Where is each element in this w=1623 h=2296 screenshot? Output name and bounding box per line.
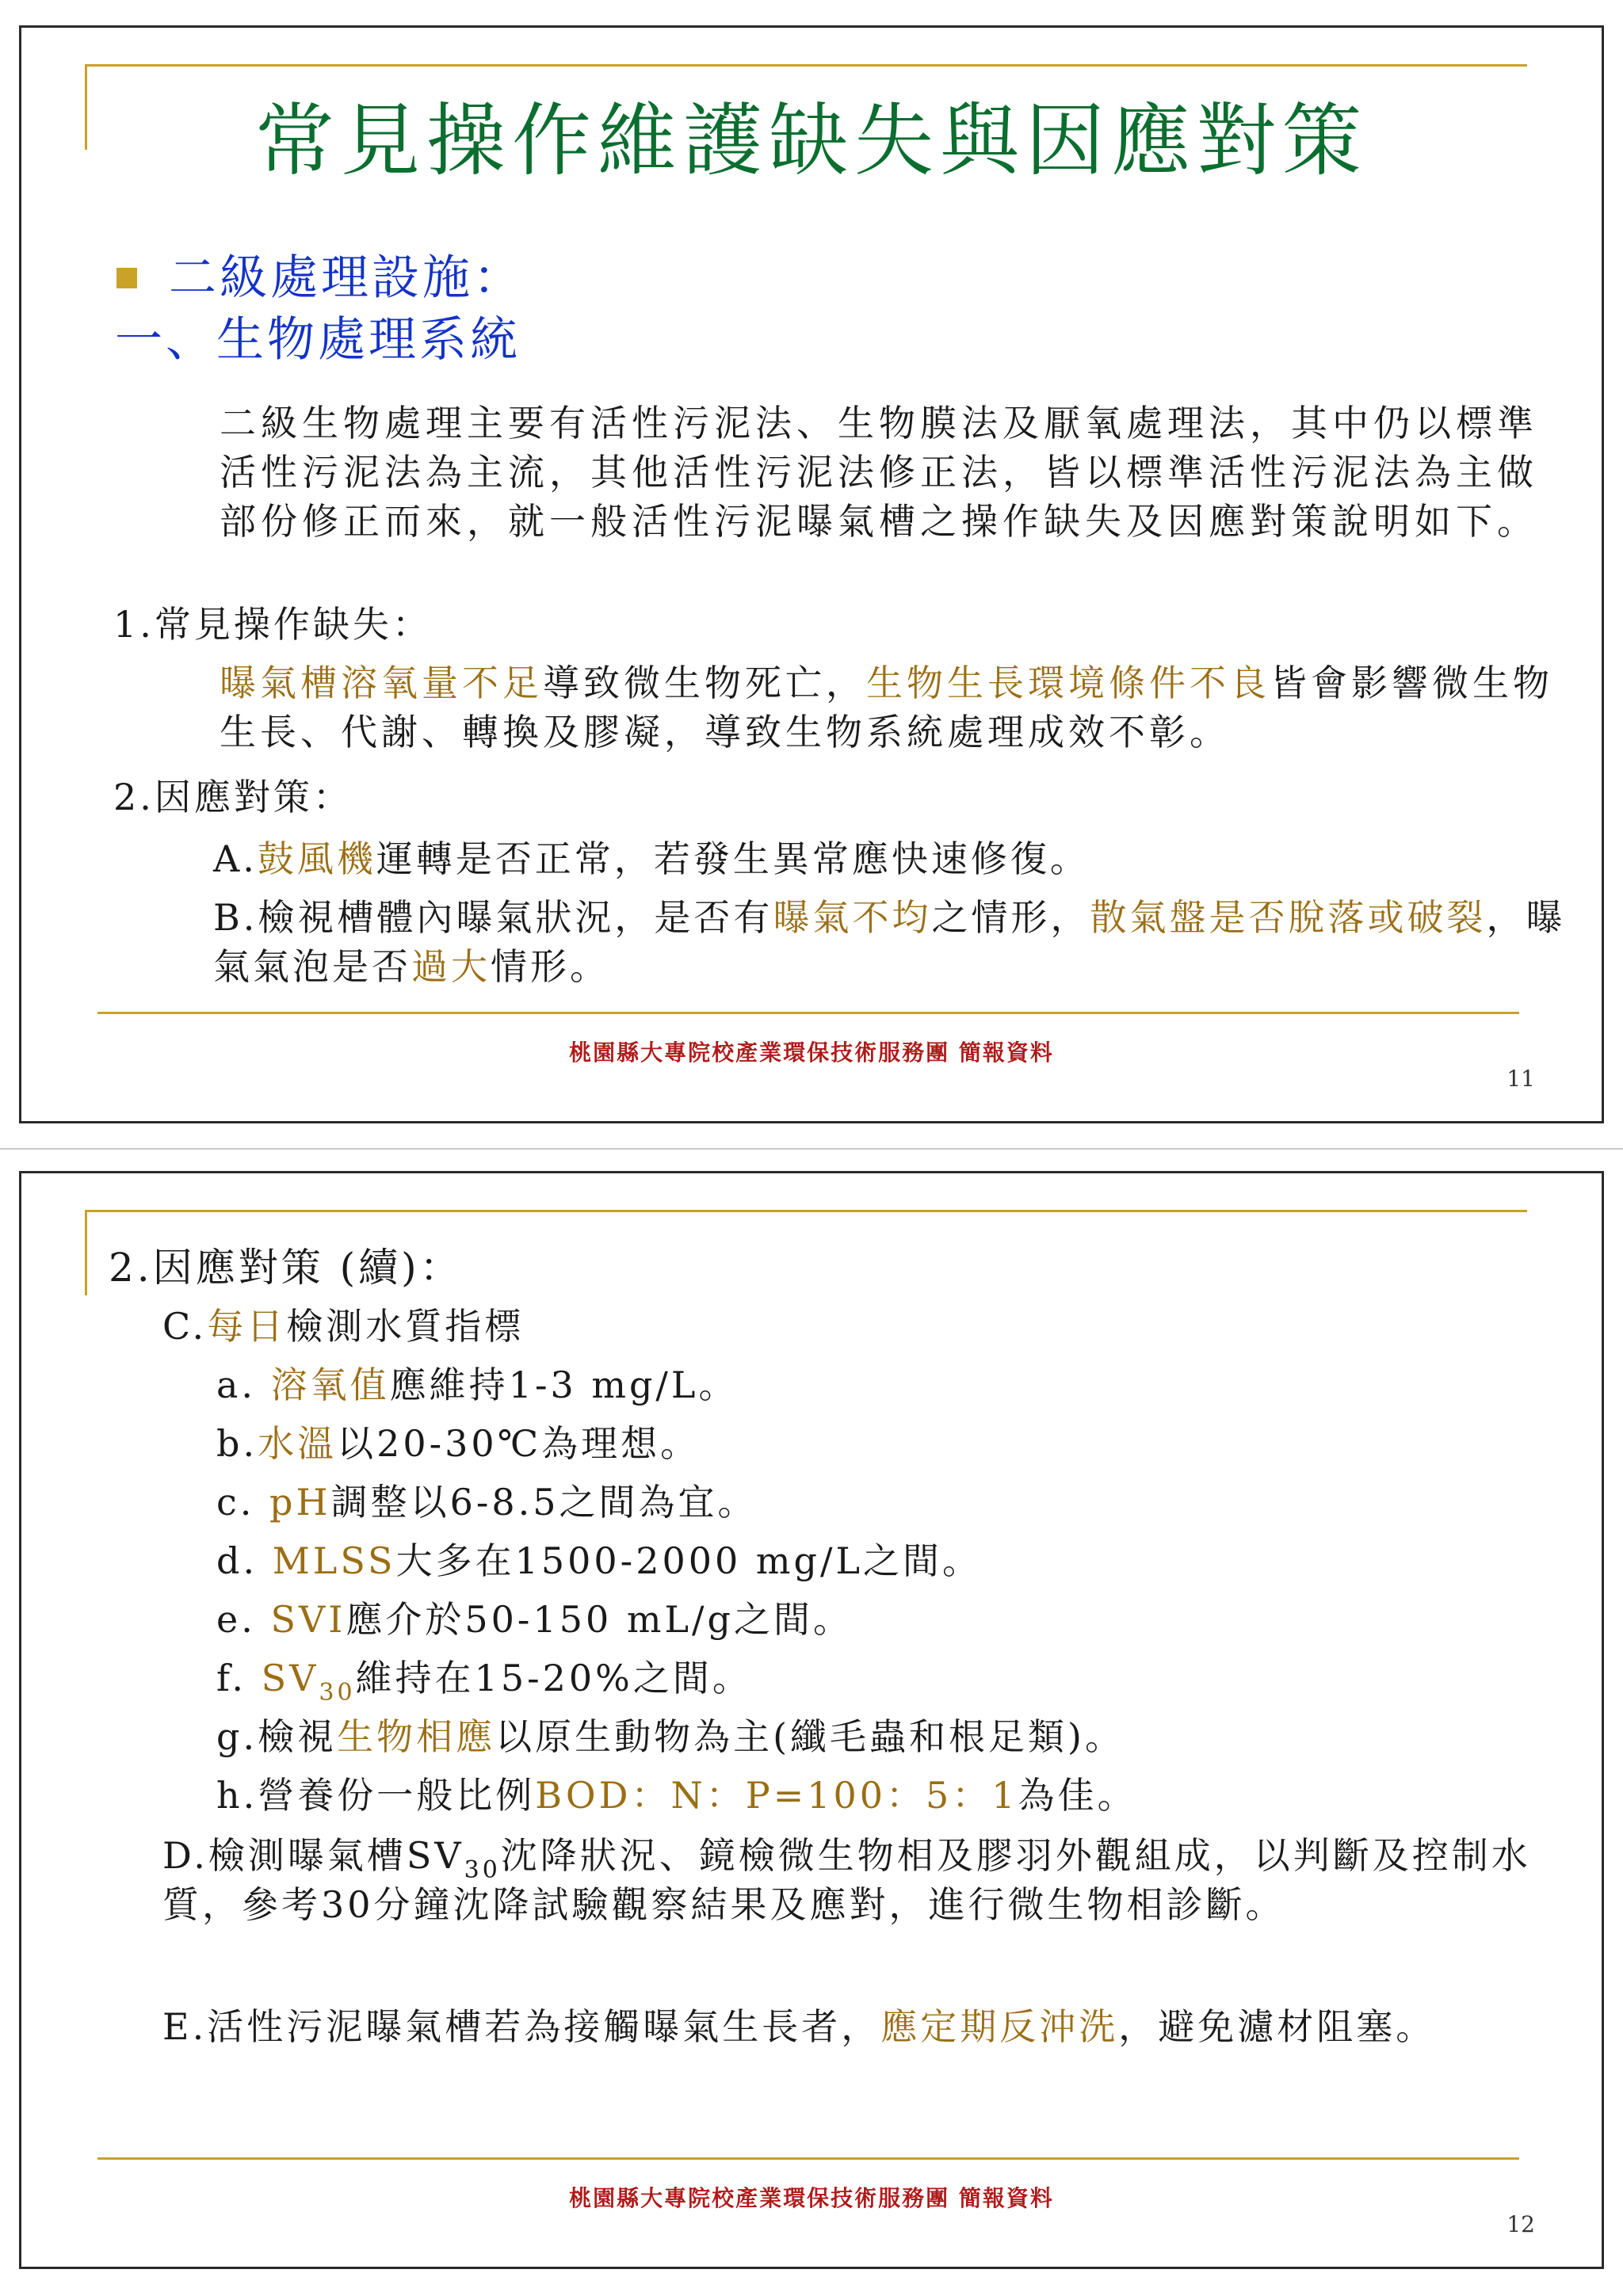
item1-text-2: 皆會影響微生物生長、代謝、轉換及膠凝，導致生物系統處理成效不彰。 — [220, 662, 1553, 753]
page-number: 11 — [1507, 1066, 1535, 1092]
sub-h-text: 為佳。 — [1018, 1774, 1137, 1817]
sub-a-prefix: a. — [216, 1363, 271, 1406]
sub-b-text: 以20-30℃為理想。 — [337, 1422, 701, 1465]
item-e-text-1: E.活性污泥曝氣槽若為接觸曝氣生長者， — [162, 2005, 881, 2048]
sub-g-text: 以原生動物為主(纖毛蟲和根足類)。 — [495, 1715, 1125, 1758]
hl-growth-condition: 生物生長環境條件不良 — [866, 662, 1270, 704]
sub-b-prefix: b. — [216, 1422, 258, 1465]
left-rule — [85, 1210, 87, 1295]
hl-do: 溶氧值 — [270, 1363, 390, 1406]
sub-c — [216, 1478, 758, 1527]
top-rule — [85, 1210, 1527, 1212]
sub-h — [216, 1771, 1137, 1820]
sub-f-text: 維持在15-20%之間。 — [355, 1657, 752, 1699]
bullet-heading: 二級處理設施： — [169, 250, 524, 306]
top-rule — [85, 64, 1527, 67]
item-d — [162, 1831, 1541, 1929]
sub-c-text: 調整以6-8.5之間為宜。 — [330, 1481, 758, 1524]
item2-label: 2.因應對策： — [113, 776, 353, 818]
item-d-text-2: 沈降狀況、鏡檢微生物相及膠羽外觀組成，以判斷及控制水質，參考30分鐘沈降試驗觀察結果及應對，進行微生物相診斷。 — [162, 1834, 1531, 1926]
item-d-subscript: 30 — [464, 1856, 501, 1884]
hl-sv-subscript: 30 — [319, 1679, 356, 1707]
sub-f-prefix: f. — [216, 1657, 262, 1699]
item-a-text: 運轉是否正常，若發生異常應快速修復。 — [376, 837, 1090, 880]
sub-b — [216, 1419, 700, 1468]
bottom-rule — [97, 2157, 1519, 2160]
item-c — [162, 1302, 524, 1351]
item-a — [213, 834, 1090, 883]
hl-svi: SVI — [270, 1598, 346, 1641]
item-b — [213, 893, 1576, 991]
hl-uneven-aeration: 曝氣不均 — [773, 896, 932, 939]
sub-f — [216, 1653, 752, 1707]
bullet-heading-row — [116, 250, 524, 307]
item1-text — [220, 658, 1567, 757]
footer: 桃園縣大專院校產業環保技術服務團 簡報資料 — [569, 2185, 1054, 2211]
item-a-prefix: A. — [213, 837, 258, 880]
item-b-text-1: B.檢視槽體內曝氣狀況，是否有 — [213, 896, 773, 939]
sub-g-prefix: g.檢視 — [216, 1715, 338, 1758]
item1-label: 1.常見操作缺失： — [113, 603, 432, 646]
slide-11 — [19, 25, 1604, 1123]
sub-e-text: 應介於50-150 mL/g之間。 — [346, 1598, 853, 1641]
sub-d-text: 大多在1500-2000 mg/L之間。 — [395, 1539, 982, 1582]
item-b-text-4: 情形。 — [491, 945, 609, 988]
item-e — [162, 2002, 1541, 2051]
hl-temp: 水溫 — [258, 1422, 338, 1465]
slide-12 — [19, 1171, 1604, 2269]
hl-bod-ratio: BOD：N：P=100：5：1 — [535, 1774, 1018, 1817]
continued-heading: 2.因應對策 (續)： — [109, 1245, 463, 1291]
hl-backwash: 應定期反沖洗 — [880, 2005, 1119, 2048]
hl-sv: SV — [261, 1657, 319, 1699]
page-number: 12 — [1507, 2211, 1535, 2237]
bottom-rule — [97, 1012, 1519, 1014]
hl-too-large: 過大 — [411, 945, 491, 988]
intro-paragraph: 二級生物處理主要有活性污泥法、生物膜法及厭氧處理法，其中仍以標準活性污泥法為主流，其他活性污泥法修正法，皆以標準活性污泥法為主做部份修正而來，就一般活性污泥曝氣槽之操作缺失及因應對策說明如下。 — [220, 402, 1538, 543]
item-d-text-1: D.檢測曝氣槽SV — [162, 1834, 464, 1877]
hl-daily: 每日 — [207, 1305, 287, 1348]
item-b-text-3: ，曝氣氣泡是否 — [213, 896, 1566, 988]
hl-mlss: MLSS — [272, 1539, 396, 1582]
sub-e-prefix: e. — [216, 1598, 271, 1641]
item-e-text-2: ，避免濾材阻塞。 — [1118, 2005, 1436, 2048]
hl-biophase: 生物相應 — [337, 1715, 496, 1758]
footer: 桃園縣大專院校產業環保技術服務團 簡報資料 — [569, 1039, 1054, 1066]
item-c-text: 檢測水質指標 — [286, 1305, 525, 1348]
hl-ph: pH — [269, 1481, 331, 1524]
sub-g — [216, 1712, 1125, 1761]
hl-blower: 鼓風機 — [257, 837, 376, 880]
item1-text-1: 導致微生物死亡， — [543, 662, 866, 704]
sub-d — [216, 1536, 982, 1585]
slide-title: 常見操作維護缺失與因應對策 — [255, 94, 1368, 187]
page-separator — [0, 1148, 1623, 1150]
sub-heading: 一、生物處理系統 — [115, 312, 521, 368]
sub-e — [216, 1595, 853, 1644]
sub-h-prefix: h.營養份一般比例 — [216, 1774, 536, 1817]
square-bullet-icon — [116, 268, 137, 288]
item-c-prefix: C. — [162, 1305, 208, 1348]
hl-oxygen-shortage: 曝氣槽溶氧量不足 — [220, 662, 543, 704]
sub-d-prefix: d. — [216, 1539, 273, 1582]
hl-diffuser: 散氣盤是否脫落或破裂 — [1090, 896, 1487, 939]
sub-a-text: 應維持1-3 mg/L。 — [389, 1363, 739, 1406]
sub-c-prefix: c. — [216, 1481, 270, 1524]
sub-a — [216, 1360, 738, 1409]
item-b-text-2: 之情形， — [931, 896, 1090, 939]
